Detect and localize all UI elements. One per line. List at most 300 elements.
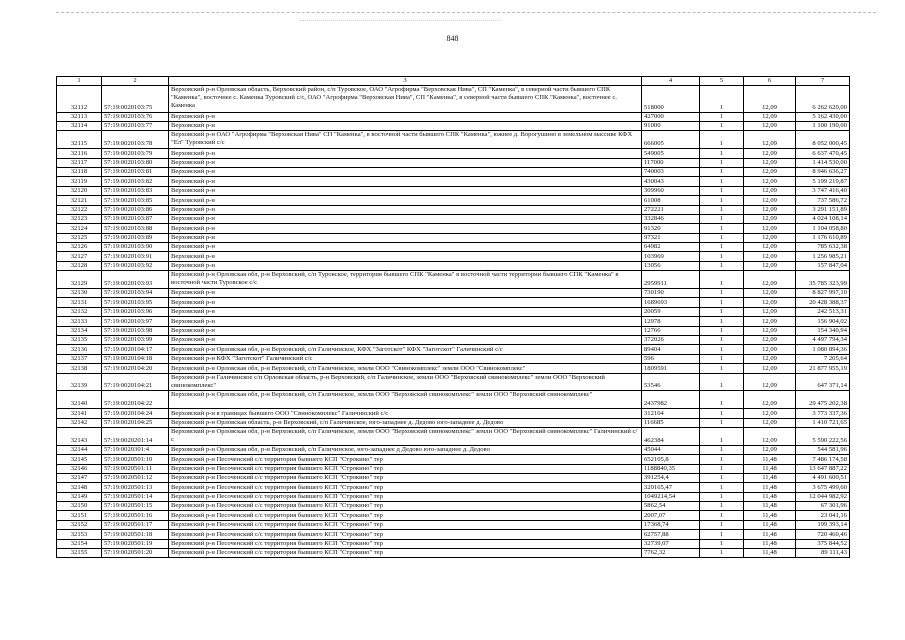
location-description: Верховский р-н [169,186,642,195]
location-description: Верховский р-н Песоченский с/с территория бывшего КСП "Строкино" тер [169,520,642,529]
rate-value: 12,09 [744,391,796,409]
location-description: Верховский р-н КФХ "Заготскот" Галичинский с/с [169,354,642,363]
cost-value: 7 205,64 [796,354,850,363]
area-value: 2437982 [642,391,700,409]
row-number: 32141 [57,409,102,418]
location-description: Верховский р-н в границах бывшего ООО "Свинокомплекс" Галичинский с/с [169,409,642,418]
table-row [57,409,850,418]
area-value: 312104 [642,409,700,418]
location-description: Верховский р-н [169,214,642,223]
column-5-value: 1 [700,345,744,354]
cost-value: 647 371,14 [796,373,850,391]
location-description: Верховский р-н Песоченский с/с территория бывшего КСП "Строкино" тер [169,473,642,482]
cadastral-number: 57:19:0020104:25 [102,418,169,427]
table-row [57,317,850,326]
location-description: Верховский р-н Песоченский с/с территория бывшего КСП "Строкино" тер [169,549,642,558]
row-number: 32112 [57,86,102,112]
cadastral-number: 57:19:0020103:91 [102,252,169,261]
column-5-value: 1 [700,271,744,289]
area-value: 116685 [642,418,700,427]
row-number: 32139 [57,373,102,391]
location-description: Верховский р-н Песоченский с/с территория бывшего КСП "Строкино" тер [169,455,642,464]
area-value: 2959911 [642,271,700,289]
column-5-value: 1 [700,549,744,558]
cost-value: 1 104 058,80 [796,224,850,233]
cadastral-table [56,76,850,558]
location-description: Верховский р-н [169,317,642,326]
cadastral-number: 57:19:0020103:79 [102,149,169,158]
cadastral-number: 57:19:0020103:85 [102,196,169,205]
location-description: Верховский р-н [169,233,642,242]
area-value: 652105,8 [642,455,700,464]
location-description: Верховский р-н Орловская обл, р-н Верховский, с/п Галичинское, юго-западнее д Дедово юго-западнее д. Дедово [169,445,642,454]
cost-value: 35 785 323,99 [796,271,850,289]
column-5-value: 1 [700,364,744,373]
row-number: 32145 [57,455,102,464]
area-value: 7762,32 [642,549,700,558]
page-number: 848 [446,34,459,43]
table-row [57,492,850,501]
rate-value: 12,09 [744,298,796,307]
table-row [57,418,850,427]
column-5-value: 1 [700,252,744,261]
area-value: 740003 [642,167,700,176]
cost-value: 4 491 600,51 [796,473,850,482]
table-row [57,261,850,270]
table-row [57,243,850,252]
location-description: Верховский р-н Орловская область, р-н Верховский, с/п Галичинское, юго-западнее д. Дедово юго-западнее д. Дедово [169,418,642,427]
column-5-value: 1 [700,511,744,520]
cost-value: 1 080 894,36 [796,345,850,354]
location-description: Верховский р-н [169,307,642,316]
column-5-value: 1 [700,131,744,149]
table-row [57,502,850,511]
column-5-value: 1 [700,149,744,158]
table-row [57,345,850,354]
area-value: 320165,47 [642,483,700,492]
table-row [57,464,850,473]
row-number: 32143 [57,427,102,445]
location-description: Верховский р-н Песоченский с/с территория бывшего КСП "Строкино" тер [169,502,642,511]
column-5-value: 1 [700,464,744,473]
cost-value: 4 497 794,34 [796,335,850,344]
table-row [57,445,850,454]
location-description: Верховский р-н Песоченский с/с территория бывшего КСП "Строкино" тер [169,539,642,548]
column-5-value: 1 [700,427,744,445]
rate-value: 12,09 [744,186,796,195]
row-number: 32134 [57,326,102,335]
area-value: 17368,74 [642,520,700,529]
area-value: 91000 [642,121,700,130]
table-row [57,149,850,158]
table-row [57,549,850,558]
rate-value: 12,09 [744,261,796,270]
rate-value: 11,48 [744,511,796,520]
row-number: 32153 [57,530,102,539]
location-description: Верховский р-н Орловская обл, р-н Верховский, с/п Галичинское, земли ООО "Свинокомплекс" земли ООО "Свинокомплекс" [169,364,642,373]
row-number: 32151 [57,511,102,520]
column-5-value: 1 [700,539,744,548]
column-5-value: 1 [700,335,744,344]
area-value: 1188840,35 [642,464,700,473]
cost-value: 1 176 610,89 [796,233,850,242]
row-number: 32149 [57,492,102,501]
row-number: 32123 [57,214,102,223]
table-row [57,373,850,391]
rate-value: 12,09 [744,205,796,214]
table-row [57,112,850,121]
rate-value: 12,09 [744,121,796,130]
table-row [57,289,850,298]
rate-value: 12,09 [744,167,796,176]
area-value: 13056 [642,261,700,270]
rate-value: 12,09 [744,445,796,454]
area-value: 62757,88 [642,530,700,539]
rate-value: 11,48 [744,549,796,558]
cadastral-number: 57:19:0020501:19 [102,539,169,548]
row-number: 32144 [57,445,102,454]
location-description: Верховский р-н Песоченский с/с территория бывшего КСП "Строкино" тер [169,511,642,520]
cost-value: 5 162 430,00 [796,112,850,121]
cadastral-number: 57:19:0020103:75 [102,86,169,112]
area-value: 117000 [642,158,700,167]
rate-value: 12,09 [744,427,796,445]
location-description: Верховский р-н [169,289,642,298]
rate-value: 12,09 [744,409,796,418]
cost-value: 67 301,96 [796,502,850,511]
header-cell: 2 [102,77,169,86]
table-row [57,177,850,186]
cost-value: 20 428 388,37 [796,298,850,307]
rate-value: 12,09 [744,214,796,223]
area-value: 1689693 [642,298,700,307]
cadastral-number: 57:19:0020103:89 [102,233,169,242]
row-number: 32136 [57,345,102,354]
cadastral-number: 57:19:0020103:93 [102,271,169,289]
cadastral-number: 57:19:0020501:13 [102,483,169,492]
row-number: 32131 [57,298,102,307]
table-row [57,186,850,195]
area-value: 20059 [642,307,700,316]
cost-value: 156 904,02 [796,317,850,326]
location-description: Верховский р-н [169,243,642,252]
area-value: 666005 [642,131,700,149]
location-description: Верховский р-н ОАО "Агрофирма "Верховская Нива" СП "Каменка", в восточной части бывшего СПК "Каменка", южнее д. Ворогушино в земельном массиве КФХ "Ел" Туровский с/с [169,131,642,149]
area-value: 12766 [642,326,700,335]
cadastral-number: 57:19:0020103:82 [102,177,169,186]
row-number: 32146 [57,464,102,473]
cadastral-number: 57:19:0020104:24 [102,409,169,418]
column-5-value: 1 [700,86,744,112]
rate-value: 11,48 [744,530,796,539]
row-number: 32113 [57,112,102,121]
area-value: 89404 [642,345,700,354]
cadastral-number: 57:19:0020501:10 [102,455,169,464]
cost-value: 29 475 202,38 [796,391,850,409]
header-row [57,77,850,86]
row-number: 32129 [57,271,102,289]
area-value: 61008 [642,196,700,205]
rate-value: 11,48 [744,464,796,473]
column-5-value: 1 [700,298,744,307]
cadastral-number: 57:19:0020501:12 [102,473,169,482]
scan-artifact-line [56,12,876,13]
area-value: 309960 [642,186,700,195]
cost-value: 21 877 955,19 [796,364,850,373]
cadastral-number: 57:19:0020201:14 [102,427,169,445]
scan-artifact-line [300,20,500,21]
rate-value: 12,09 [744,86,796,112]
cadastral-number: 57:19:0020104:20 [102,364,169,373]
row-number: 32155 [57,549,102,558]
column-5-value: 1 [700,196,744,205]
column-5-value: 1 [700,418,744,427]
row-number: 32114 [57,121,102,130]
area-value: 53546 [642,373,700,391]
row-number: 32154 [57,539,102,548]
area-value: 462384 [642,427,700,445]
location-description: Верховский р-н [169,196,642,205]
table-row [57,335,850,344]
rate-value: 12,09 [744,196,796,205]
cadastral-number: 57:19:0020501:18 [102,530,169,539]
area-value: 64982 [642,243,700,252]
row-number: 32124 [57,224,102,233]
location-description: Верховский р-н [169,224,642,233]
table-row [57,271,850,289]
row-number: 32122 [57,205,102,214]
table-row [57,326,850,335]
table-row [57,483,850,492]
cost-value: 8 946 636,27 [796,167,850,176]
rate-value: 11,48 [744,473,796,482]
column-5-value: 1 [700,492,744,501]
table-row [57,354,850,363]
cost-value: 157 847,04 [796,261,850,270]
column-5-value: 1 [700,391,744,409]
cost-value: 199 393,14 [796,520,850,529]
row-number: 32147 [57,473,102,482]
table-row [57,121,850,130]
column-5-value: 1 [700,289,744,298]
cadastral-number: 57:19:0020103:83 [102,186,169,195]
table-row [57,455,850,464]
header-cell: 6 [744,77,796,86]
row-number: 32150 [57,502,102,511]
cadastral-number: 57:19:0020501:16 [102,511,169,520]
location-description: Верховский р-н Орловская обл, р-н Верховский, с/п Галичинское, КФХ "Заготскот" КФХ "Заготскот" Галичинский с/с [169,345,642,354]
location-description: Верховский р-н [169,177,642,186]
cadastral-number: 57:19:0020104:18 [102,354,169,363]
cost-value: 3 747 416,40 [796,186,850,195]
cadastral-number: 57:19:0020104:17 [102,345,169,354]
column-5-value: 1 [700,261,744,270]
row-number: 32148 [57,483,102,492]
row-number: 32115 [57,131,102,149]
area-value: 518000 [642,86,700,112]
row-number: 32118 [57,167,102,176]
row-number: 32142 [57,418,102,427]
table-row [57,473,850,482]
cost-value: 1 100 190,00 [796,121,850,130]
table-row [57,530,850,539]
location-description: Верховский р-н [169,252,642,261]
cost-value: 1 414 530,00 [796,158,850,167]
cadastral-number: 57:19:0020501:14 [102,492,169,501]
rate-value: 12,09 [744,364,796,373]
location-description: Верховский р-н [169,335,642,344]
column-5-value: 1 [700,530,744,539]
table-row [57,520,850,529]
area-value: 549005 [642,149,700,158]
area-value: 45044 [642,445,700,454]
rate-value: 11,48 [744,483,796,492]
column-5-value: 1 [700,520,744,529]
cadastral-number: 57:19:0020103:76 [102,112,169,121]
cadastral-number: 57:19:0020501:15 [102,502,169,511]
location-description: Верховский р-н [169,298,642,307]
header-cell: 7 [796,77,850,86]
row-number: 32132 [57,307,102,316]
column-5-value: 1 [700,158,744,167]
cost-value: 7 486 174,58 [796,455,850,464]
area-value: 1809591 [642,364,700,373]
location-description: Верховский р-н [169,112,642,121]
row-number: 32137 [57,354,102,363]
column-5-value: 1 [700,502,744,511]
cost-value: 6 637 470,45 [796,149,850,158]
rate-value: 12,09 [744,233,796,242]
rate-value: 12,09 [744,112,796,121]
cadastral-number: 57:19:0020103:88 [102,224,169,233]
header-cell: 4 [642,77,700,86]
cadastral-number: 57:19:0020103:94 [102,289,169,298]
cost-value: 5 199 219,87 [796,177,850,186]
column-5-value: 1 [700,483,744,492]
row-number: 32152 [57,520,102,529]
table-row [57,224,850,233]
area-value: 1049214,54 [642,492,700,501]
rate-value: 12,09 [744,326,796,335]
cost-value: 6 262 620,00 [796,86,850,112]
area-value: 430043 [642,177,700,186]
cost-value: 4 024 108,14 [796,214,850,223]
column-5-value: 1 [700,205,744,214]
rate-value: 12,09 [744,224,796,233]
row-number: 32138 [57,364,102,373]
cost-value: 89 111,43 [796,549,850,558]
rate-value: 12,09 [744,149,796,158]
cost-value: 737 586,72 [796,196,850,205]
table-row [57,252,850,261]
cadastral-number: 57:19:0020103:95 [102,298,169,307]
table-row [57,427,850,445]
cadastral-number: 57:19:0020104:21 [102,373,169,391]
cadastral-number: 57:19:0020103:80 [102,158,169,167]
header-cell: 5 [700,77,744,86]
location-description: Верховский р-н [169,261,642,270]
rate-value: 12,09 [744,418,796,427]
location-description: Верховский р-н Галичинское с/п Орловская область, р-н Верховский, с/п Галичинское, земли ООО "Верховский свинокомплекс" земли ООО "Верховский свинокомплекс" [169,373,642,391]
area-value: 391254,4 [642,473,700,482]
column-5-value: 1 [700,167,744,176]
table-row [57,86,850,112]
column-5-value: 1 [700,473,744,482]
column-5-value: 1 [700,233,744,242]
cost-value: 3 291 151,89 [796,205,850,214]
area-value: 427000 [642,112,700,121]
rate-value: 12,09 [744,345,796,354]
cadastral-number: 57:19:0020103:77 [102,121,169,130]
rate-value: 12,09 [744,271,796,289]
table-row [57,214,850,223]
rate-value: 12,09 [744,252,796,261]
cost-value: 1 256 985,21 [796,252,850,261]
rate-value: 11,48 [744,520,796,529]
area-value: 730190 [642,289,700,298]
location-description: Верховский р-н Орловская обл, р-н Верховский, с/п Туровское, территория бывшего СПК "Каменка" в восточной части территории бывшего СПК "Каменка" в восточной части Туровское с/с [169,271,642,289]
cadastral-number: 57:19:0020103:87 [102,214,169,223]
cost-value: 720 460,46 [796,530,850,539]
cost-value: 1 410 721,65 [796,418,850,427]
row-number: 32125 [57,233,102,242]
table-row [57,307,850,316]
cadastral-number: 57:19:0020103:81 [102,167,169,176]
area-value: 12978 [642,317,700,326]
column-5-value: 1 [700,409,744,418]
cost-value: 13 647 887,22 [796,464,850,473]
location-description: Верховский р-н Песоченский с/с территория бывшего КСП "Строкино" тер [169,464,642,473]
area-value: 32739,07 [642,539,700,548]
cadastral-number: 57:19:0020103:96 [102,307,169,316]
area-value: 103969 [642,252,700,261]
table-row [57,167,850,176]
column-5-value: 1 [700,214,744,223]
area-value: 332846 [642,214,700,223]
location-description: Верховский р-н [169,121,642,130]
location-description: Верховский р-н Песоченский с/с территория бывшего КСП "Строкино" тер [169,492,642,501]
table-row [57,391,850,409]
area-value: 2007,07 [642,511,700,520]
rate-value: 11,48 [744,539,796,548]
column-5-value: 1 [700,317,744,326]
cost-value: 544 581,96 [796,445,850,454]
row-number: 32128 [57,261,102,270]
location-description: Верховский р-н Орловская область, Верховский район, с/п Туровское, ОАО "Агрофирма "Верховская Нива", СП "Каменка", в северной части бывшего СПК "Каменка", восточнее с. Каменка Туровский с/с, ОАО "Агрофирма "Верховская Нива", СП "Каменка", в северной части бывшего СПК "Каменка", восточнее с. Каменка [169,86,642,112]
column-5-value: 1 [700,224,744,233]
row-number: 32135 [57,335,102,344]
cost-value: 154 340,94 [796,326,850,335]
column-5-value: 1 [700,326,744,335]
cost-value: 3 675 499,60 [796,483,850,492]
location-description: Верховский р-н [169,205,642,214]
row-number: 32126 [57,243,102,252]
row-number: 32117 [57,158,102,167]
area-value: 5862,54 [642,502,700,511]
rate-value: 12,09 [744,307,796,316]
row-number: 32119 [57,177,102,186]
table-row [57,511,850,520]
cadastral-number: 57:19:0020103:92 [102,261,169,270]
area-value: 91320 [642,224,700,233]
location-description: Верховский р-н [169,149,642,158]
cost-value: 8 052 000,45 [796,131,850,149]
column-5-value: 1 [700,307,744,316]
cadastral-number: 57:19:0020103:97 [102,317,169,326]
location-description: Верховский р-н Орловская обл, р-н Верховский, с/п Галичинское, земли ООО "Верховский свинокомплекс" земли ООО "Верховский свинокомплекс" Галичинский с/с [169,427,642,445]
column-5-value: 1 [700,112,744,121]
rate-value: 12,09 [744,158,796,167]
